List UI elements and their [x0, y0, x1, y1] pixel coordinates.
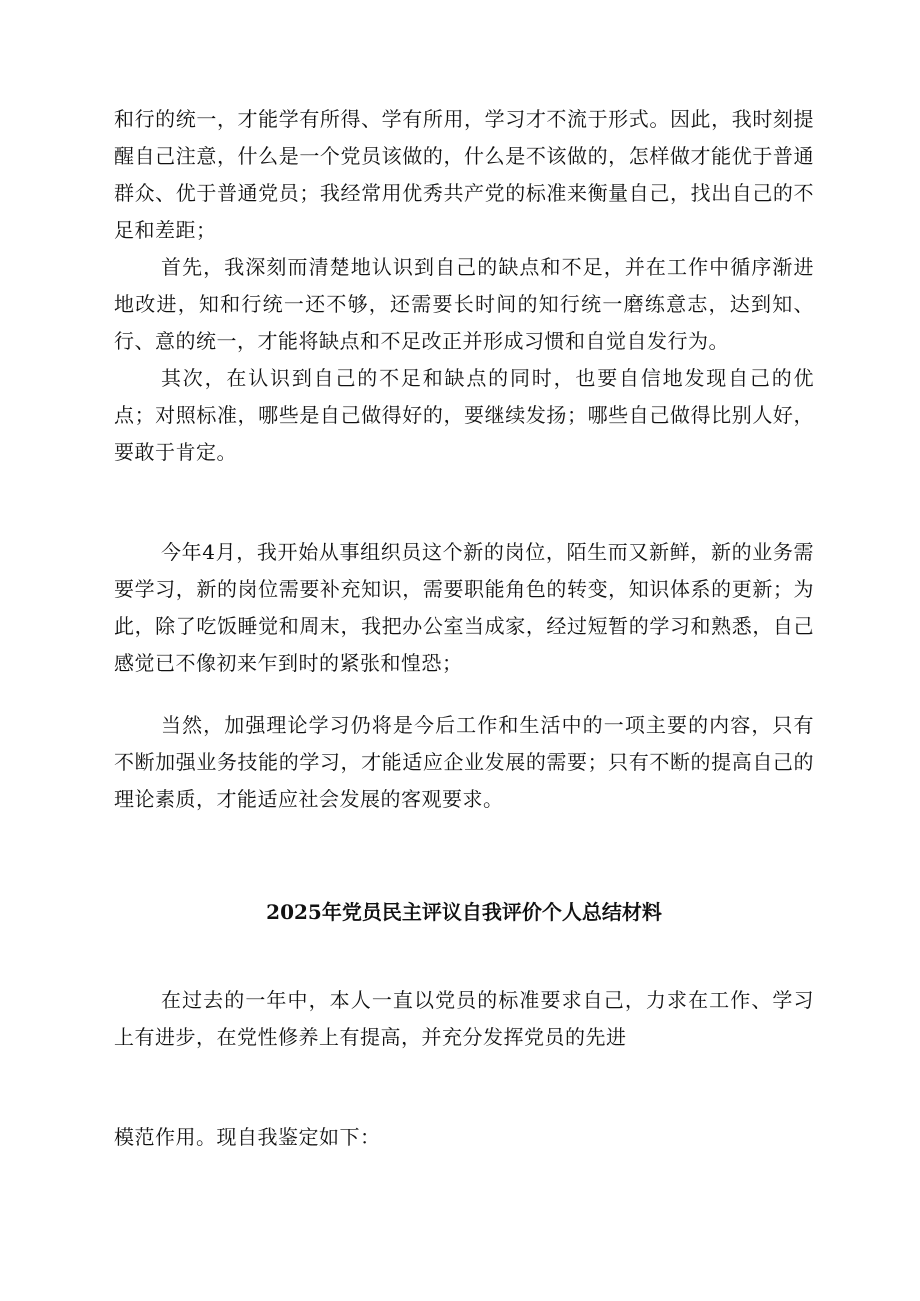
paragraph-2: 首先，我深刻而清楚地认识到自己的缺点和不足，并在工作中循序渐进地改进，知和行统一还不够，还需要长时间的知行统一磨练意志，达到知、行、意的统一，才能将缺点和不足改正并形成习惯和自觉自发行为。	[114, 255, 814, 353]
section-paragraph-2: 模范作用。现自我鉴定如下：	[114, 1125, 381, 1149]
paragraph-5: 当然，加强理论学习仍将是今后工作和生活中的一项主要的内容，只有不断加强业务技能的学习，才能适应企业发展的需要；只有不断的提高自己的理论素质，才能适应社会发展的客观要求。	[114, 713, 814, 811]
paragraph-4: 今年4月，我开始从事组织员这个新的岗位，陌生而又新鲜，新的业务需要学习，新的岗位需要补充知识，需要职能角色的转变，知识体系的更新；为此，除了吃饭睡觉和周末，我把办公室当成家，经过短暂的学习和熟悉，自己感觉已不像初来乍到时的紧张和惶恐；	[114, 540, 814, 675]
section-title: 2025年党员民主评议自我评价个人总结材料	[266, 900, 662, 924]
paragraph-1: 和行的统一，才能学有所得、学有所用，学习才不流于形式。因此，我时刻提醒自己注意，什么是一个党员该做的，什么是不该做的，怎样做才能优于普通群众、优于普通党员；我经常用优秀共产党的标准来衡量自己，找出自己的不足和差距；	[114, 107, 814, 242]
section-paragraph-1: 在过去的一年中，本人一直以党员的标准要求自己，力求在工作、学习上有进步，在党性修养上有提高，并充分发挥党员的先进	[114, 988, 814, 1049]
paragraph-3: 其次，在认识到自己的不足和缺点的同时，也要自信地发现自己的优点；对照标准，哪些是自己做得好的，要继续发扬；哪些自己做得比别人好，要敢于肯定。	[114, 366, 814, 464]
